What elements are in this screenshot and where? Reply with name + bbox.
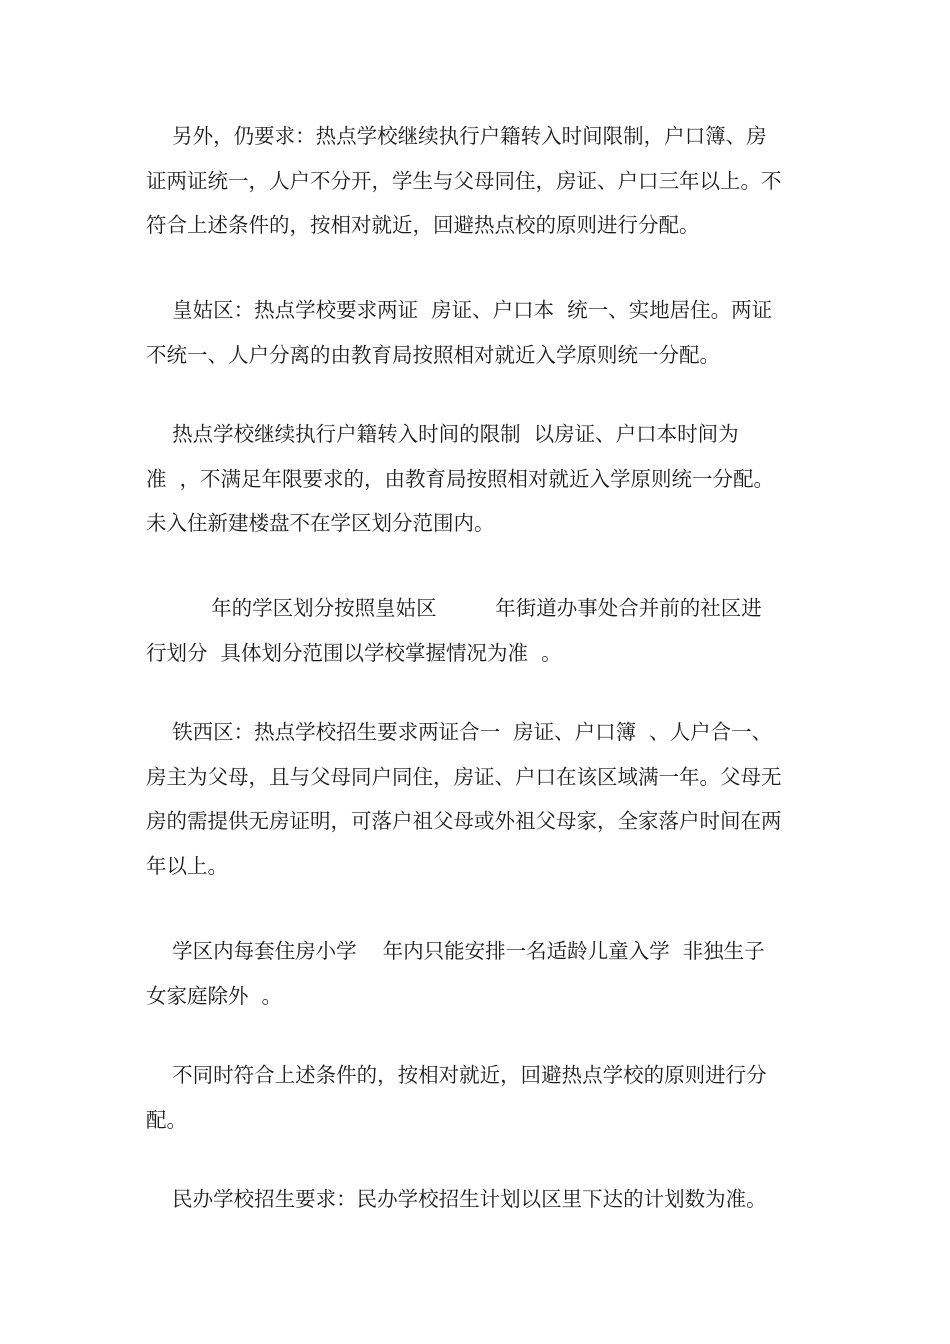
text-line: 学区内每套住房小学 年内只能安排一名适龄儿童入学 非独生子 xyxy=(146,939,765,963)
paragraph-nonconforming-allocation xyxy=(146,1053,810,1142)
paragraph-huanggu-district xyxy=(146,288,810,377)
paragraph-one-child-per-home xyxy=(146,929,810,1018)
text-line: 未入住新建楼盘不在学区划分范围内。 xyxy=(146,511,495,535)
text-line: 证两证统一，人户不分开，学生与父母同住，房证、户口三年以上。不 xyxy=(146,168,782,193)
text-line: 皇姑区：热点学校要求两证 房证、户口本 统一、实地居住。两证 xyxy=(146,298,773,322)
text-line: 准 ，不满足年限要求的，由教育局按照相对就近入学原则统一分配。 xyxy=(146,466,775,491)
paragraph-hot-school-time-limit xyxy=(146,412,810,546)
text-line: 女家庭除外 。 xyxy=(146,983,283,1008)
paragraph-tiexi-district xyxy=(146,710,810,888)
text-line: 铁西区：热点学校招生要求两证合一 房证、户口簿 、人户合一、 xyxy=(146,720,773,744)
text-line: 不统一、人户分离的由教育局按照相对就近入学原则统一分配。 xyxy=(146,342,720,367)
text-line: 另外，仍要求：热点学校继续执行户籍转入时间限制，户口簿、房 xyxy=(146,124,767,148)
paragraph-household-requirements xyxy=(146,114,810,248)
text-line: 年的学区划分按照皇姑区 年街道办事处合并前的社区进 xyxy=(146,596,762,620)
paragraph-district-division xyxy=(146,586,810,675)
text-line: 民办学校招生要求：民办学校招生计划以区里下达的计划数为准。 xyxy=(146,1187,767,1211)
text-line: 年以上。 xyxy=(146,853,228,878)
text-line: 不同时符合上述条件的，按相对就近，回避热点学校的原则进行分 xyxy=(146,1063,767,1087)
text-line: 热点学校继续执行户籍转入时间的限制 以房证、户口本时间为 xyxy=(146,422,739,446)
paragraph-private-schools xyxy=(146,1177,810,1222)
text-line: 房主为父母，且与父母同户同住，房证、户口在该区域满一年。父母无 xyxy=(146,764,782,789)
text-line: 符合上述条件的，按相对就近，回避热点校的原则进行分配。 xyxy=(146,213,700,237)
text-line: 配。 xyxy=(146,1107,187,1132)
text-line: 行划分 具体划分范围以学校掌握情况为准 。 xyxy=(146,640,562,665)
text-line: 房的需提供无房证明，可落户祖父母或外祖父母家，全家落户时间在两 xyxy=(146,809,782,833)
